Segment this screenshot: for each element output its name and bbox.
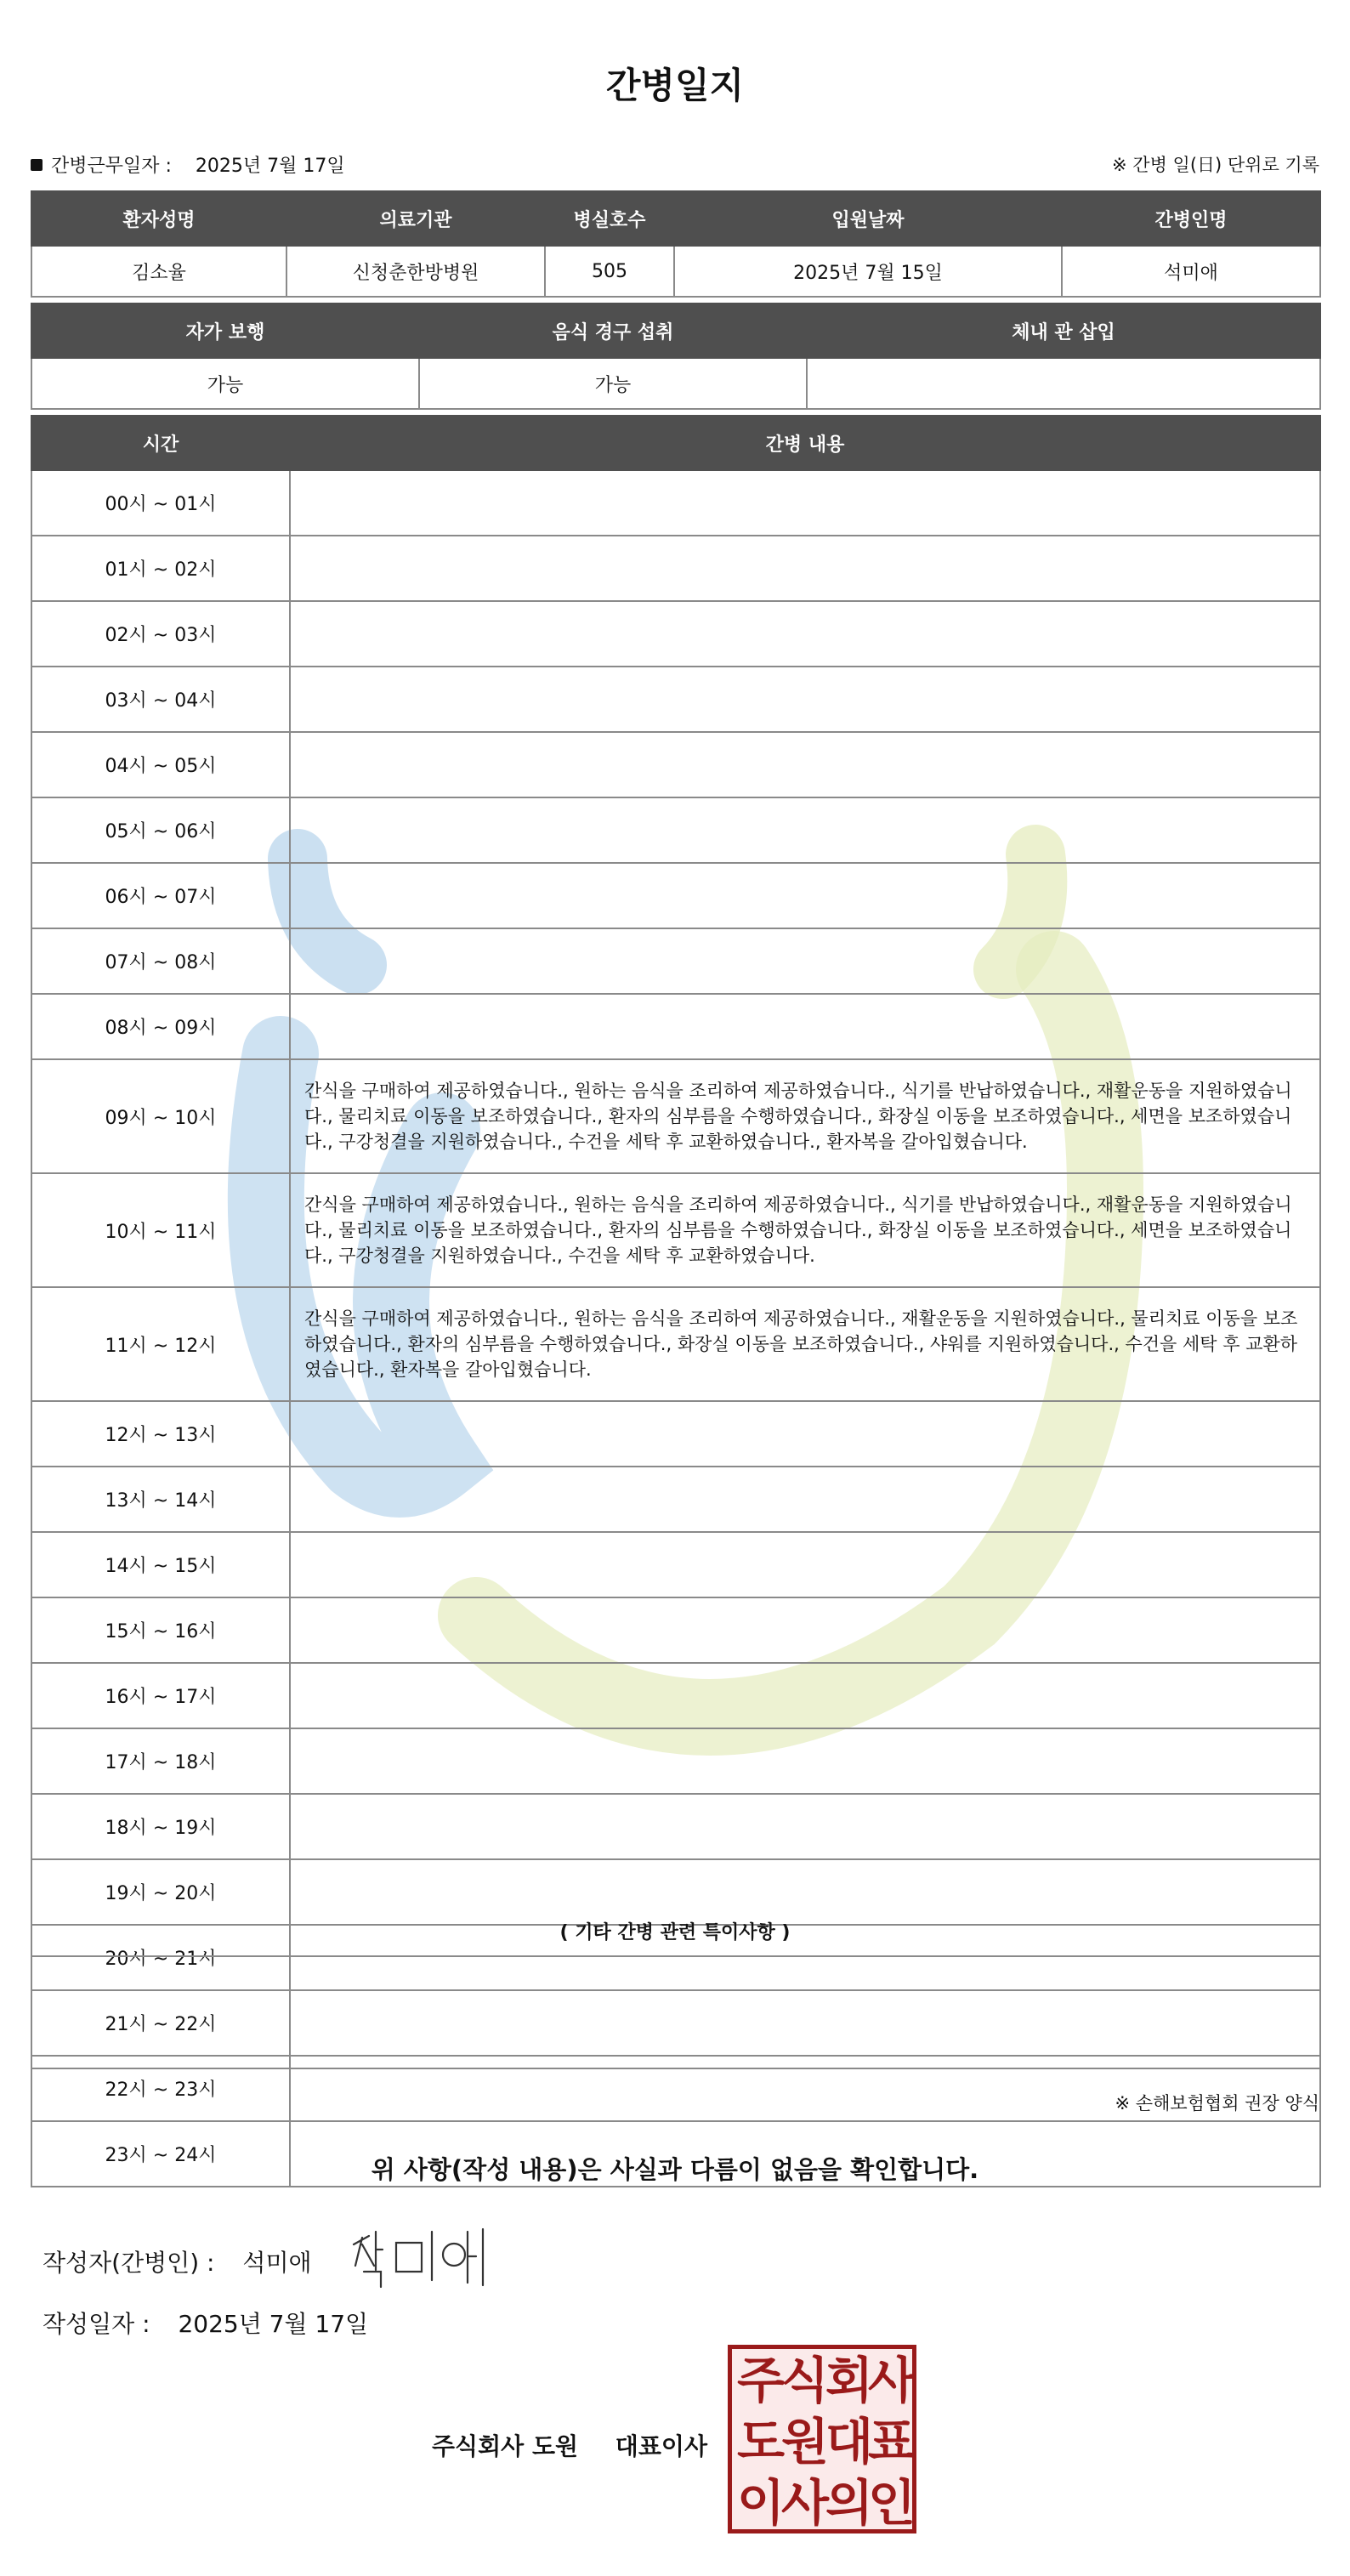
log-content — [290, 928, 1320, 994]
log-row — [31, 797, 1320, 863]
log-time: 14시 ~ 15시 — [31, 1532, 290, 1597]
log-time: 02시 ~ 03시 — [31, 601, 290, 667]
admission-date: 2025년 7월 15일 — [674, 246, 1062, 297]
bullet-square-icon — [31, 159, 43, 171]
tube-status — [807, 358, 1320, 409]
memo-box — [31, 1955, 1321, 2069]
log-time: 21시 ~ 22시 — [31, 1990, 290, 2056]
log-row — [31, 928, 1320, 994]
log-time: 19시 ~ 20시 — [31, 1859, 290, 1925]
header-admission-date: 입원날짜 — [674, 191, 1062, 246]
log-row — [31, 1401, 1320, 1467]
log-time: 09시 ~ 10시 — [31, 1059, 290, 1173]
log-row — [31, 536, 1320, 601]
work-date-label: 간병근무일자 : — [51, 156, 172, 177]
log-content — [290, 1728, 1320, 1794]
oral-intake-status: 가능 — [419, 358, 807, 409]
log-content: 간식을 구매하여 제공하였습니다., 원하는 음식을 조리하여 제공하였습니다., 식기를 반납하였습니다., 재활운동을 지원하였습니다., 물리치료 이동을 보조하였습니다., 환자의 심부름을 수행하였습니다., 화장실 이동을 보조하였습니다., 세면을 보조하였습니다., 구강청결을 지원하였습니다., 수건을 세탁 후 교환하였습니다. — [290, 1173, 1320, 1287]
handwritten-signature — [343, 2219, 513, 2295]
header-care-content: 간병 내용 — [290, 416, 1320, 470]
log-content — [290, 1401, 1320, 1467]
seal-char: 표 — [868, 2413, 916, 2471]
log-time: 12시 ~ 13시 — [31, 1401, 290, 1467]
record-unit-note: ※ 간병 일(日) 단위로 기록 — [1112, 155, 1319, 175]
log-content: 간식을 구매하여 제공하였습니다., 원하는 음식을 조리하여 제공하였습니다., 식기를 반납하였습니다., 재활운동을 지원하였습니다., 물리치료 이동을 보조하였습니다., 환자의 심부름을 수행하였습니다., 화장실 이동을 보조하였습니다., 세면을 보조하였습니다., 구강청결을 지원하였습니다., 수건을 세탁 후 교환하였습니다., 환자복을 갈아입혔습니다. — [290, 1059, 1320, 1173]
log-row — [31, 601, 1320, 667]
log-content — [290, 1794, 1320, 1859]
company-name: 주식회사 도원 — [432, 2432, 579, 2460]
log-time: 23시 ~ 24시 — [31, 2121, 290, 2187]
log-time: 00시 ~ 01시 — [31, 470, 290, 536]
log-time: 11시 ~ 12시 — [31, 1287, 290, 1401]
header-caregiver-name: 간병인명 — [1062, 191, 1320, 246]
log-row — [31, 470, 1320, 536]
log-content — [290, 1467, 1320, 1532]
header-time: 시간 — [31, 416, 290, 470]
log-row — [31, 1173, 1320, 1287]
write-date-label: 작성일자 : — [43, 2310, 150, 2338]
log-row — [31, 1597, 1320, 1663]
log-content — [290, 1532, 1320, 1597]
log-row — [31, 1794, 1320, 1859]
hospital-name: 신청춘한방병원 — [286, 246, 545, 297]
log-content — [290, 732, 1320, 797]
log-row — [31, 1059, 1320, 1173]
log-row — [31, 1859, 1320, 1925]
log-content — [290, 1663, 1320, 1728]
log-content — [290, 536, 1320, 601]
log-row — [31, 863, 1320, 928]
log-time: 05시 ~ 06시 — [31, 797, 290, 863]
log-time: 07시 ~ 08시 — [31, 928, 290, 994]
log-content — [290, 797, 1320, 863]
write-date-value: 2025년 7월 17일 — [178, 2310, 369, 2338]
seal-char: 이 — [737, 2474, 786, 2532]
log-time: 16시 ~ 17시 — [31, 1663, 290, 1728]
seal-char: 의 — [825, 2474, 874, 2532]
log-time: 04시 ~ 05시 — [31, 732, 290, 797]
form-note: ※ 손해보험협회 권장 양식 — [1115, 2093, 1319, 2114]
caregiver-name: 석미애 — [1062, 246, 1320, 297]
seal-char: 원 — [781, 2413, 830, 2471]
log-content — [290, 994, 1320, 1059]
walking-status: 가능 — [31, 358, 419, 409]
log-row — [31, 1467, 1320, 1532]
seal-char: 인 — [868, 2474, 916, 2532]
log-content — [290, 601, 1320, 667]
header-room: 병실호수 — [545, 191, 674, 246]
log-time: 22시 ~ 23시 — [31, 2056, 290, 2121]
log-row — [31, 1287, 1320, 1401]
patient-status-table — [31, 303, 1321, 410]
seal-char: 대 — [825, 2413, 874, 2471]
seal-char: 사 — [868, 2352, 916, 2409]
log-content — [290, 470, 1320, 536]
work-date — [31, 151, 345, 178]
log-row — [31, 732, 1320, 797]
room-number: 505 — [545, 246, 674, 297]
seal-char: 식 — [781, 2352, 830, 2409]
seal-char: 주 — [737, 2352, 786, 2409]
log-row — [31, 667, 1320, 732]
company-seal — [728, 2345, 916, 2533]
memo-title: ( 기타 간병 관련 특이사항 ) — [559, 1922, 791, 1943]
header-patient-name: 환자성명 — [31, 191, 286, 246]
log-time: 18시 ~ 19시 — [31, 1794, 290, 1859]
log-time: 13시 ~ 14시 — [31, 1467, 290, 1532]
log-time: 15시 ~ 16시 — [31, 1597, 290, 1663]
patient-name: 김소율 — [31, 246, 286, 297]
header-oral-intake: 음식 경구 섭취 — [419, 304, 807, 358]
log-time: 01시 ~ 02시 — [31, 536, 290, 601]
writer-name: 석미애 — [242, 2249, 312, 2277]
document-title: 간병일지 — [605, 65, 745, 106]
log-time: 20시 ~ 21시 — [31, 1925, 290, 1990]
patient-info-table — [31, 190, 1321, 298]
log-content: 간식을 구매하여 제공하였습니다., 원하는 음식을 조리하여 제공하였습니다., 재활운동을 지원하였습니다., 물리치료 이동을 보조하였습니다., 환자의 심부름을 수행하였습니다., 화장실 이동을 보조하였습니다., 샤워를 지원하였습니다., 수건을 세탁 후 교환하였습니다., 환자복을 갈아입혔습니다. — [290, 1287, 1320, 1401]
seal-char: 도 — [737, 2413, 786, 2471]
log-time: 17시 ~ 18시 — [31, 1728, 290, 1794]
log-row — [31, 1728, 1320, 1794]
writer-line — [43, 2244, 312, 2278]
log-content — [290, 1859, 1320, 1925]
log-row — [31, 1532, 1320, 1597]
header-tube: 체내 관 삽입 — [807, 304, 1320, 358]
log-time: 06시 ~ 07시 — [31, 863, 290, 928]
log-time: 10시 ~ 11시 — [31, 1173, 290, 1287]
log-time: 03시 ~ 04시 — [31, 667, 290, 732]
log-content — [290, 667, 1320, 732]
company-line — [432, 2428, 707, 2462]
seal-char: 회 — [825, 2352, 874, 2409]
company-representative: 대표이사 — [615, 2432, 707, 2460]
writer-label: 작성자(간병인) : — [43, 2249, 215, 2277]
seal-char: 사 — [781, 2474, 830, 2532]
work-date-value: 2025년 7월 17일 — [195, 156, 345, 177]
confirmation-statement: 위 사항(작성 내용)은 사실과 다름이 없음을 확인합니다. — [371, 2155, 979, 2184]
header-hospital: 의료기관 — [286, 191, 545, 246]
log-time: 08시 ~ 09시 — [31, 994, 290, 1059]
log-row — [31, 994, 1320, 1059]
write-date-line — [43, 2306, 368, 2340]
log-content — [290, 1597, 1320, 1663]
header-walking: 자가 보행 — [31, 304, 419, 358]
log-row — [31, 1663, 1320, 1728]
log-content — [290, 863, 1320, 928]
